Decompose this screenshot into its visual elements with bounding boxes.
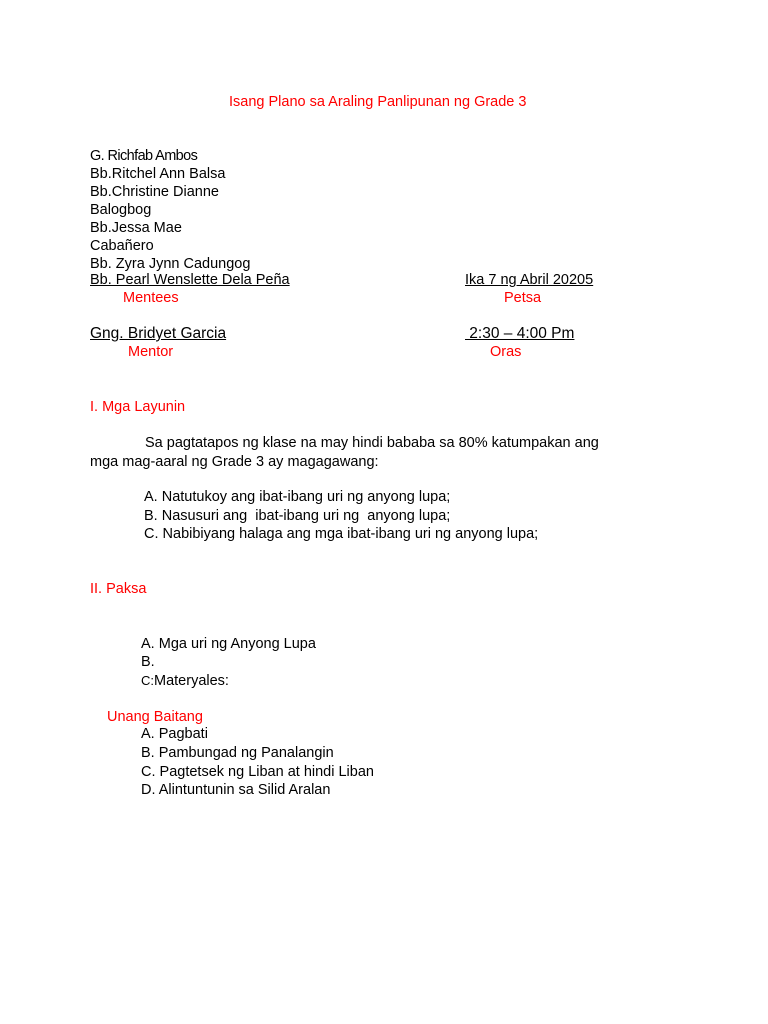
list-item	[141, 763, 374, 781]
list-text: Alintuntunin sa Silid Aralan	[158, 782, 331, 798]
list-text: Pagbati	[158, 726, 208, 742]
list-item	[141, 672, 229, 690]
list-marker: B.	[141, 745, 155, 761]
list-text: Pambungad ng Panalangin	[158, 745, 334, 761]
mentee-name: Bb. Zyra Jynn Cadungog	[90, 256, 251, 272]
section-heading-paksa: II. Paksa	[90, 581, 147, 597]
mentee-name: Bb. Pearl Wenslette Dela Peña	[90, 272, 290, 288]
list-marker: C.	[141, 764, 156, 780]
list-item	[141, 635, 316, 653]
list-marker: B.	[144, 508, 158, 524]
list-marker: A.	[141, 636, 155, 652]
list-marker: A.	[141, 726, 155, 742]
mentee-name: Balogbog	[90, 202, 152, 218]
time-value: 2:30 – 4:00 Pm	[465, 325, 575, 342]
mentee-name: Bb.Ritchel Ann Balsa	[90, 166, 226, 182]
mentor-label: Mentor	[128, 344, 174, 360]
list-item	[141, 781, 330, 799]
list-item	[141, 725, 208, 743]
date-label: Petsa	[504, 290, 542, 306]
list-marker: C:	[141, 673, 154, 688]
mentee-name: Cabañero	[90, 238, 154, 254]
mentees-label: Mentees	[123, 290, 179, 306]
list-text: Natutukoy ang ibat-ibang uri ng anyong lupa;	[161, 489, 451, 505]
list-marker: C.	[144, 526, 159, 542]
objective-intro: mga mag-aaral ng Grade 3 ay magagawang:	[90, 454, 379, 470]
mentee-name: G. Richfab Ambos	[90, 148, 198, 164]
list-marker: B.	[141, 654, 155, 670]
list-item	[144, 525, 538, 543]
list-text: Materyales:	[154, 673, 229, 689]
list-text: Pagtetsek ng Liban at hindi Liban	[159, 764, 374, 780]
mentee-name: Bb.Jessa Mae	[90, 220, 182, 236]
time-label: Oras	[490, 344, 522, 360]
date-value: Ika 7 ng Abril 20205	[465, 272, 594, 288]
section-heading-layunin: I. Mga Layunin	[90, 399, 186, 415]
list-text: Nasusuri ang ibat-ibang uri ng anyong lupa;	[161, 508, 451, 524]
list-item	[141, 653, 155, 671]
list-item	[141, 744, 334, 762]
list-marker: A.	[144, 489, 158, 505]
list-marker: D.	[141, 782, 156, 798]
document-title: Isang Plano sa Araling Panlipunan ng Grade 3	[229, 94, 527, 110]
mentor-name: Gng. Bridyet Garcia	[90, 325, 227, 342]
list-text: Nabibiyang halaga ang mga ibat-ibang uri ng anyong lupa;	[162, 526, 539, 542]
mentee-name: Bb.Christine Dianne	[90, 184, 219, 200]
list-text: Mga uri ng Anyong Lupa	[158, 636, 316, 652]
list-item	[144, 507, 450, 525]
objective-intro: Sa pagtatapos ng klase na may hindi bababa sa 80% katumpakan ang	[145, 435, 599, 451]
section-heading-unang-baitang: Unang Baitang	[107, 709, 203, 725]
list-item	[144, 488, 450, 506]
